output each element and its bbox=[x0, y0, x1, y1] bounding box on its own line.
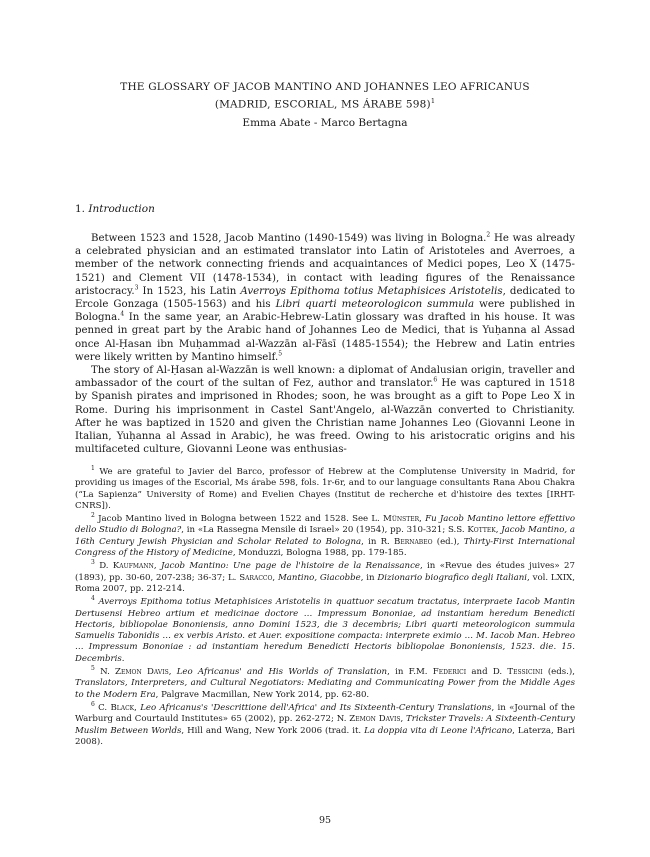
author-name: Zemon Davis bbox=[115, 667, 169, 678]
footnote-marker[interactable]: 6 bbox=[433, 376, 438, 384]
footnote-marker[interactable]: 5 bbox=[278, 350, 283, 358]
italic-title: Fu Jacob Mantino lettore effettivo dello Studio di Bologna? bbox=[75, 514, 576, 536]
italic-title: Libri quarti meteorologicon summula bbox=[275, 299, 475, 311]
text-run: , bbox=[495, 525, 502, 536]
section-number: 1. bbox=[75, 203, 86, 215]
text-run: , bbox=[400, 714, 407, 725]
text-run: were published in Bologna. bbox=[75, 299, 575, 324]
footnote-number: 2 bbox=[91, 512, 95, 520]
footnote-number: 5 bbox=[91, 665, 95, 673]
footnote-text: We are grateful to Javier del Barco, professor of Hebrew at the Complutense University in Madrid, for providing us images of the Escorial, Ms árabe 598, fols. 1r-6r, and to our language consultants Rana Abou Chakra (“La Sapienza” University of Rome) and Evelien Chayes (Institut de recherche et d'histoire des textes [IRHT-CNRS]). bbox=[75, 467, 575, 511]
author-name: Black bbox=[110, 702, 135, 713]
footnote-3 bbox=[75, 561, 575, 595]
footnote-6 bbox=[75, 703, 575, 748]
italic-title: Jacob Mantino: Une page de l'histoire de la Renaissance bbox=[160, 561, 420, 572]
author-name: Kottek bbox=[467, 525, 496, 536]
author-name: Saracco bbox=[239, 572, 273, 583]
paragraph-1 bbox=[75, 232, 575, 364]
italic-title: Thirty-First International Congress of the History of Medicine bbox=[75, 536, 575, 559]
text-run: , in «Journal of the Warburg and Courtauld Institutes» 65 (2002), pp. 262-272; N. bbox=[75, 702, 576, 725]
text-run: In the same year, an Arabic-Hebrew-Latin glossary was drafted in his house. It was penned in great part by the Arabic hand of Johannes Leo de Medici, that is Yuḥanna al Assad once Al-Ḥasan ibn Muḥammad al-Wazzān al-Fāsī (1485-1554); the Hebrew and Latin entries were likely written by Mantino himself. bbox=[75, 312, 575, 363]
footnote-number: 6 bbox=[91, 701, 95, 709]
authors: Emma Abate - Marco Bertagna bbox=[242, 117, 408, 129]
italic-title: Jacob Mantino, a 16th Century Jewish Physician and Scholar Related to Bologna bbox=[75, 525, 576, 547]
text-run: , in «La Rassegna Mensile di Israel» 20 (1954), pp. 310-321; S.S. bbox=[181, 525, 468, 536]
text-run: , Monduzzi, Bologna 1988, pp. 179-185. bbox=[232, 548, 407, 559]
title-footnote-marker[interactable]: 1 bbox=[430, 97, 436, 105]
text-run: N. bbox=[100, 667, 116, 678]
italic-title: Leo Africanus' and His Worlds of Translation bbox=[176, 667, 388, 678]
text-run: , Laterza, Bari 2008). bbox=[75, 725, 575, 747]
italic-title: La doppia vita di Leone l'Africano bbox=[364, 725, 513, 736]
author-name: Federici bbox=[432, 667, 467, 678]
footnote-5 bbox=[75, 667, 575, 701]
author-name: Bernabeo bbox=[394, 536, 433, 547]
text-run: The story of Al-Ḥasan al-Wazzān is well known: a diplomat of Andalusian origin, traveller and ambassador of the court of the sultan of Fez, author and translator. bbox=[75, 365, 575, 390]
author-name: Münster bbox=[383, 514, 420, 525]
italic-title: Averroys Epithoma totius Metaphisices Aristotelis bbox=[240, 285, 503, 297]
text-run: , in F.M. bbox=[387, 667, 433, 678]
footnote-marker[interactable]: 3 bbox=[134, 284, 139, 292]
article-title bbox=[70, 80, 580, 112]
text-run: , bbox=[419, 514, 426, 525]
footnote-number: 1 bbox=[91, 465, 95, 473]
text-run: In 1523, his Latin bbox=[138, 285, 241, 297]
footnote-marker[interactable]: 4 bbox=[120, 310, 125, 318]
text-run: (eds.), bbox=[542, 667, 575, 678]
italic-title: Averroys Epithoma totius Metaphisices Aristotelis in quattuor secatum tractatus, interpraete Iacob Mantin Dertusensi Hebreo artium et medicinae doctore … Impressum Bononiae, ad instantiam heredum Benedicti Hectoris, bibliopolae Bononiensis, anno Domini 1523, die 3 decembris; Libri quarti meteorologicon summula Samuelis Tabonidis … ex verbis Aristo. et Auer. expositione compacta: interprete eximio … M. Iacob Man. Hebreo … Impressum Bononiae : ad instantiam heredum Benedicti Hectoris bibliopolae Bononiensis, 1523. die. 15. Decembris bbox=[75, 597, 575, 664]
text-run: , bbox=[168, 667, 177, 678]
text-run: C. bbox=[98, 702, 111, 713]
title-line-1: THE GLOSSARY OF JACOB MANTINO AND JOHANNES LEO AFRICANUS bbox=[120, 81, 530, 93]
text-run: Between 1523 and 1528, Jacob Mantino (1490-1549) was living in Bologna. bbox=[91, 233, 487, 244]
text-run: and D. bbox=[466, 667, 508, 678]
text-run: D. bbox=[99, 561, 113, 572]
footnote-number: 4 bbox=[91, 595, 95, 603]
italic-title: Leo Africanus's 'Descrittione dell'Africa' and Its Sixteenth-Century Translations bbox=[140, 702, 492, 713]
author-name: Kaufmann bbox=[112, 561, 154, 572]
text-run: . bbox=[121, 653, 125, 664]
text-run: , dedicated to Ercole Gonzaga (1505-1563) and his bbox=[75, 285, 575, 311]
text-run: Jacob Mantino lived in Bologna between 1522 and 1528. See L. bbox=[98, 514, 384, 525]
title-line-2-text: (MADRID, ESCORIAL, MS ÁRABE 598) bbox=[214, 98, 431, 111]
section-title: Introduction bbox=[88, 203, 155, 215]
text-run: , bbox=[272, 572, 278, 583]
italic-title: Dizionario biografico degli Italiani bbox=[377, 572, 528, 583]
text-run: , bbox=[153, 561, 161, 572]
text-run: , vol. LXIX, Roma 2007, pp. 212-214. bbox=[75, 572, 576, 594]
page-number: 95 bbox=[318, 815, 332, 826]
author-name: Zemon Davis bbox=[349, 714, 401, 725]
text-run: , in «Revue des études juives» 27 (1893), pp. 30-60, 207-238; 36-37; L. bbox=[75, 561, 575, 583]
text-run: (ed.), bbox=[432, 536, 464, 547]
author-name: Tessicini bbox=[507, 667, 543, 678]
footnote-4 bbox=[75, 597, 575, 665]
footnote-1 bbox=[75, 467, 575, 512]
text-run: , bbox=[134, 702, 141, 713]
text-run: , Hill and Wang, New York 2006 (trad. it. bbox=[181, 725, 365, 736]
footnote-number: 3 bbox=[91, 559, 95, 567]
section-heading bbox=[75, 203, 155, 215]
footnote-marker[interactable]: 2 bbox=[486, 231, 491, 239]
text-run: , Palgrave Macmillan, New York 2014, pp. 62-80. bbox=[155, 689, 370, 700]
italic-title: Mantino, Giacobbe bbox=[277, 572, 361, 583]
text-run: He was captured in 1518 by Spanish pirates and imprisoned in Rhodes; soon, he was brought as a gift to Pope Leo X in Rome. During his imprisonment in Castel Sant'Angelo, al-Wazzān converted to Christianity. After he was baptized in 1520 and given the Christian name Johannes Leo (Giovanni Leone in Italian, Yuḥanna al Assad in Arabic), he was freed. Owing to his aristocratic origins and his multifaceted culture, Giovanni Leone was enthusias- bbox=[75, 378, 576, 456]
italic-title: Trickster Travels: A Sixteenth-Century Muslim Between Worlds bbox=[75, 714, 575, 736]
text-run: , in bbox=[360, 572, 378, 583]
text-run: , in R. bbox=[361, 536, 395, 547]
title-line-2 bbox=[70, 94, 580, 112]
paragraph-2 bbox=[75, 364, 575, 456]
body-text bbox=[75, 232, 575, 456]
italic-title: Translators, Interpreters, and Cultural Negotiators: Mediating and Communicating Power from the Middle Ages to the Modern Era bbox=[75, 678, 575, 700]
text-run: He was already a celebrated physician and an estimated translator into Latin of Aristoteles and Averroes, a member of the network connecting friends and acquaintances of Medici popes, Leo X (1475-1521) and Clement VII (1478-1534), in contact with leading figures of the Renaissance aristocracy. bbox=[75, 233, 575, 297]
footnotes bbox=[75, 467, 575, 750]
footnote-2 bbox=[75, 514, 575, 559]
